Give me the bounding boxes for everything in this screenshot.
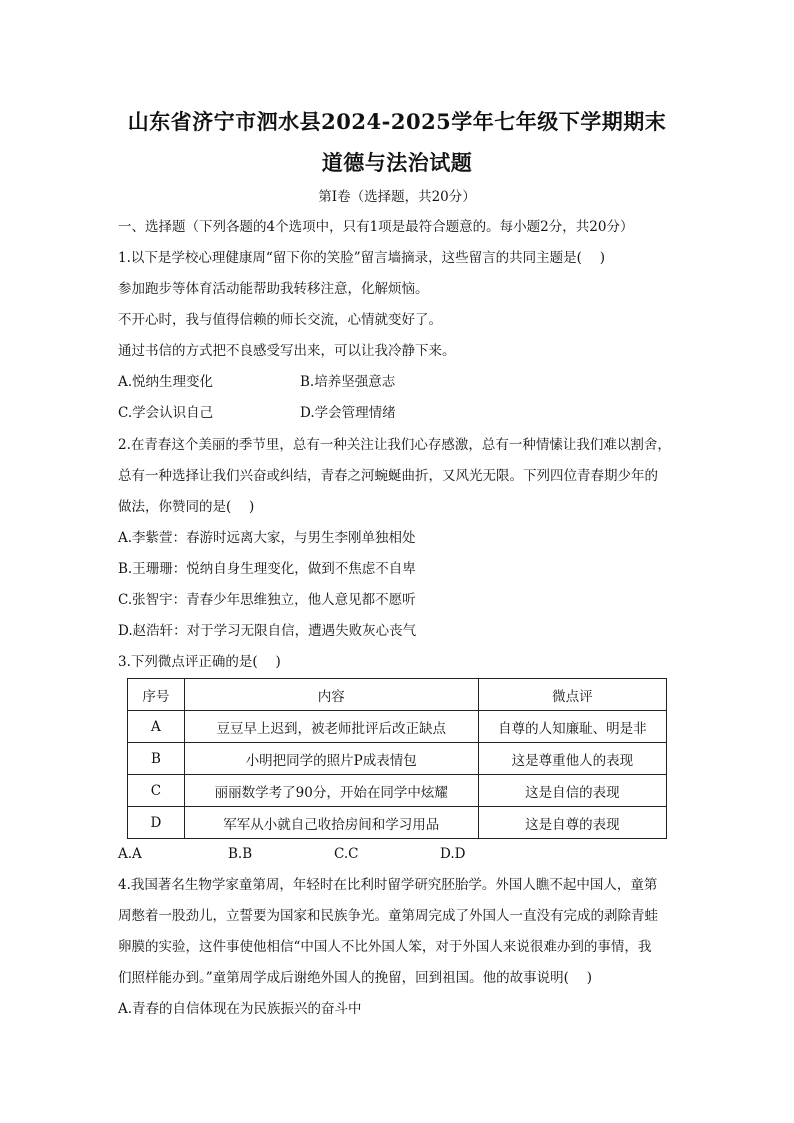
q3-option-b[interactable]: B.B	[228, 846, 253, 862]
table-row	[128, 807, 667, 839]
q4-option-a[interactable]: A.青春的自信体现在为民族振兴的奋斗中	[118, 1001, 362, 1017]
q3-stem: 3.下列微点评正确的是( )	[118, 654, 281, 670]
q2-stem-line: 总有一种选择让我们兴奋或纠结，青春之河蜿蜒曲折，又风光无限。下列四位青春期少年的	[118, 468, 658, 484]
table-header-row	[128, 679, 667, 711]
q2-option-b[interactable]: B.王珊珊：悦纳自身生理变化，做到不焦虑不自卑	[118, 561, 416, 577]
q1-line: 通过书信的方式把不良感受写出来，可以让我冷静下来。	[118, 343, 456, 359]
q2-stem-line: 2.在青春这个美丽的季节里，总有一种关注让我们心存感激，总有一种情愫让我们难以割舍，	[118, 437, 671, 453]
volume-heading: 第Ⅰ卷（选择题，共20分）	[318, 189, 476, 205]
section-heading: 一、选择题（下列各题的4个选项中，只有1项是最符合题意的。每小题2分，共20分）	[118, 219, 634, 235]
table-header-cell: 内容	[184, 679, 478, 711]
q2-option-a[interactable]: A.李紫萱：春游时远离大家，与男生李刚单独相处	[118, 530, 416, 546]
q4-stem-line: 周憋着一股劲儿，立誓要为国家和民族争光。童第周完成了外国人一直没有完成的剥除青蛙	[118, 908, 658, 924]
q2-option-d[interactable]: D.赵浩轩：对于学习无限自信，遭遇失败灰心丧气	[118, 623, 417, 639]
q3-option-c[interactable]: C.C	[334, 846, 359, 862]
table-cell: A	[128, 711, 185, 743]
table-row	[128, 711, 667, 743]
q3-option-a[interactable]: A.A	[118, 846, 142, 862]
q1-option-b[interactable]: B.培养坚强意志	[300, 374, 396, 390]
q1-option-c[interactable]: C.学会认识自己	[118, 405, 214, 421]
q3-table	[127, 678, 667, 839]
q4-stem-line: 4.我国著名生物学家童第周，年轻时在比利时留学研究胚胎学。外国人瞧不起中国人，童第	[118, 877, 658, 893]
table-cell: 这是尊重他人的表现	[478, 743, 666, 775]
table-cell: 这是自尊的表现	[478, 807, 666, 839]
table-row	[128, 775, 667, 807]
table-cell: 军军从小就自己收拾房间和学习用品	[184, 807, 478, 839]
q1-line: 参加跑步等体育活动能帮助我转移注意，化解烦恼。	[118, 281, 429, 297]
q4-stem-line: 们照样能办到。”童第周学成后谢绝外国人的挽留，回到祖国。他的故事说明( )	[118, 970, 592, 986]
table-row	[128, 743, 667, 775]
exam-title-line2: 道德与法治试题	[321, 150, 473, 175]
q1-line: 不开心时，我与值得信赖的师长交流，心情就变好了。	[118, 312, 442, 328]
table-cell: 丽丽数学考了90分，开始在同学中炫耀	[184, 775, 478, 807]
exam-title-line1: 山东省济宁市泗水县2024-2025学年七年级下学期期末	[127, 109, 667, 134]
table-cell: 这是自信的表现	[478, 775, 666, 807]
q1-stem: 1.以下是学校心理健康周“留下你的笑脸”留言墙摘录，这些留言的共同主题是( )	[118, 250, 606, 266]
table-cell: 自尊的人知廉耻、明是非	[478, 711, 666, 743]
table-cell: 小明把同学的照片P成表情包	[184, 743, 478, 775]
q1-option-a[interactable]: A.悦纳生理变化	[118, 374, 214, 390]
table-cell: B	[128, 743, 185, 775]
q2-option-c[interactable]: C.张智宇：青春少年思维独立，他人意见都不愿听	[118, 592, 416, 608]
q4-stem-line: 卵膜的实验，这件事使他相信“中国人不比外国人笨，对于外国人来说很难办到的事情，我	[118, 939, 652, 955]
table-cell: D	[128, 807, 185, 839]
q3-option-d[interactable]: D.D	[440, 846, 466, 862]
table-header-cell: 序号	[128, 679, 185, 711]
q1-option-d[interactable]: D.学会管理情绪	[300, 405, 396, 421]
table-header-cell: 微点评	[478, 679, 666, 711]
q2-stem-line: 做法，你赞同的是( )	[118, 499, 255, 515]
table-cell: 豆豆早上迟到，被老师批评后改正缺点	[184, 711, 478, 743]
table-cell: C	[128, 775, 185, 807]
